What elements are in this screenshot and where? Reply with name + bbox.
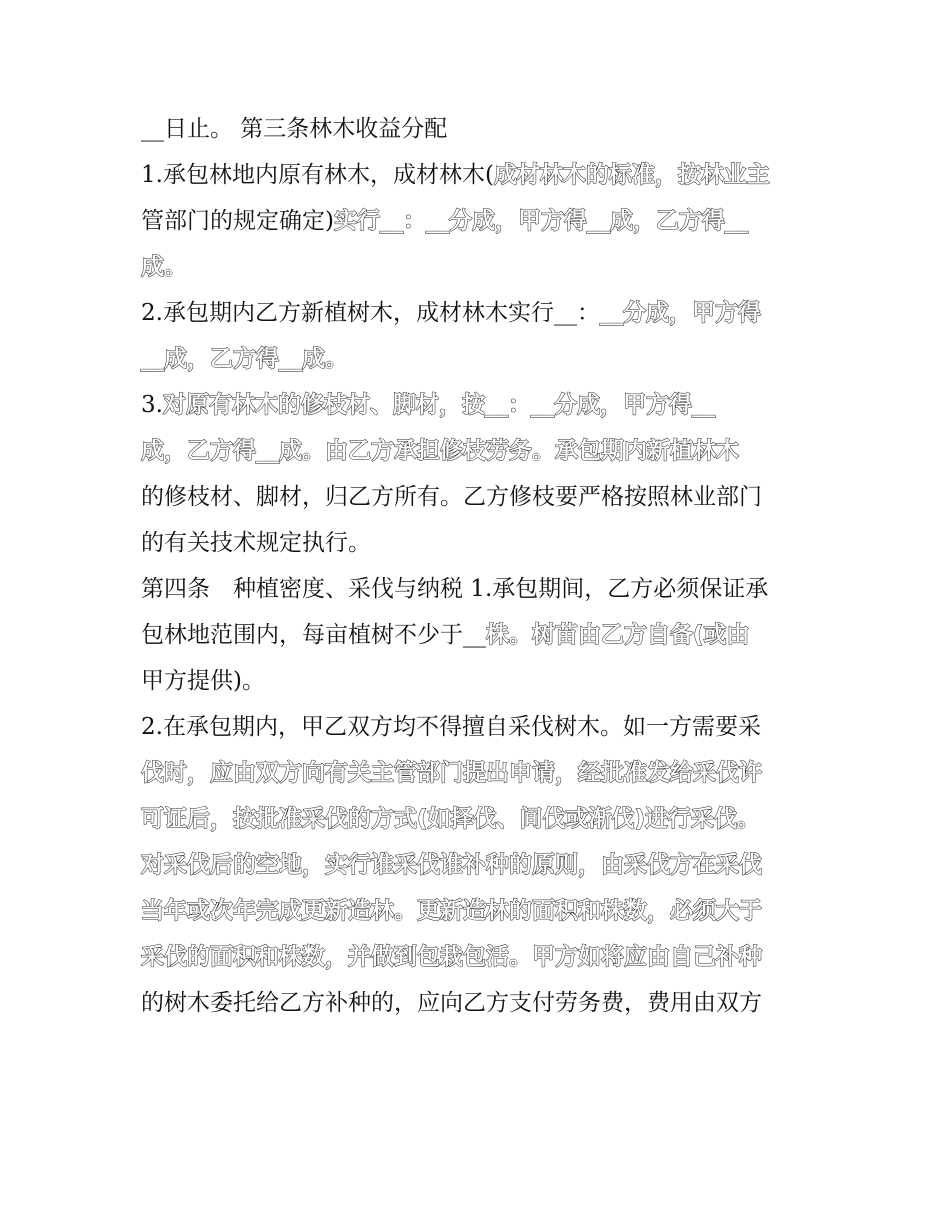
text-line bbox=[141, 940, 813, 986]
outlined-text-run: __分成，甲方得 bbox=[599, 300, 761, 326]
outlined-text-run: 当年或次年完成更新造林。更新造林的面积和株数，必须大于 bbox=[141, 898, 762, 924]
text-line bbox=[141, 434, 813, 480]
text-line bbox=[141, 894, 813, 940]
outlined-text-run: 成。 bbox=[141, 254, 187, 280]
text-line bbox=[141, 158, 813, 204]
outlined-text-run: 对采伐后的空地，实行谁采伐谁补种的原则，由采伐方在采伐 bbox=[141, 852, 762, 878]
text-run: 1.承包林地内原有林木，成材林木( bbox=[141, 162, 494, 188]
text-line bbox=[141, 388, 813, 434]
outlined-text-run: 伐时，应由双方向有关主管部门提出申请，经批准发给采伐许 bbox=[141, 760, 762, 786]
text-run: 第四条 种植密度、采伐与纳税 1.承包期间，乙方必须保证承 bbox=[141, 576, 769, 602]
outlined-text-run: 成材林木的标准，按林业主 bbox=[493, 162, 770, 188]
contract-text-body bbox=[141, 112, 813, 1032]
text-run: __日止。 第三条林木收益分配 bbox=[141, 116, 448, 142]
text-line bbox=[141, 342, 813, 388]
outlined-text-run: 对原有林木的修枝材、脚材，按__：__分成，甲方得__ bbox=[162, 392, 715, 418]
text-run: 2.在承包期内，甲乙双方均不得擅自采伐树木。如一方需要采 bbox=[141, 714, 761, 740]
outlined-text-run: 实行__：__分成，甲方得__成，乙方得__ bbox=[333, 208, 748, 234]
text-line bbox=[141, 802, 813, 848]
text-line bbox=[141, 526, 813, 572]
text-run: 的有关技术规定执行。 bbox=[141, 530, 371, 556]
text-run: 2.承包期内乙方新植树木，成材林木实行__： bbox=[141, 300, 600, 326]
text-run: 3. bbox=[141, 392, 163, 418]
text-run: 管部门的规定确定) bbox=[141, 208, 334, 234]
text-line bbox=[141, 480, 813, 526]
outlined-text-run: __成，乙方得__成。 bbox=[141, 346, 348, 372]
outlined-text-run: 株。树苗由乙方自备(或由 bbox=[486, 622, 750, 648]
text-line bbox=[141, 572, 813, 618]
text-run: 的修枝材、脚材，归乙方所有。乙方修枝要严格按照林业部门 bbox=[141, 484, 762, 510]
text-line bbox=[141, 756, 813, 802]
text-line bbox=[141, 664, 813, 710]
text-line bbox=[141, 710, 813, 756]
text-line bbox=[141, 250, 813, 296]
text-line bbox=[141, 112, 813, 158]
outlined-text-run: 可证后，按批准采伐的方式(如择伐、间伐或渐伐)进行采伐。 bbox=[141, 806, 761, 832]
text-line bbox=[141, 296, 813, 342]
text-run: 的树木委托给乙方补种的，应向乙方支付劳务费，费用由双方 bbox=[141, 990, 762, 1016]
text-run: 甲方提供)。 bbox=[141, 668, 265, 694]
text-run: 包林地范围内，每亩植树不少于__ bbox=[141, 622, 486, 648]
text-line bbox=[141, 848, 813, 894]
text-line bbox=[141, 986, 813, 1032]
outlined-text-run: 采伐的面积和株数，并做到包栽包活。甲方如将应由自己补种 bbox=[141, 944, 762, 970]
text-line bbox=[141, 204, 813, 250]
text-line bbox=[141, 618, 813, 664]
outlined-text-run: 成，乙方得__成。由乙方承担修枝劳务。承包期内新植林木 bbox=[141, 438, 739, 464]
